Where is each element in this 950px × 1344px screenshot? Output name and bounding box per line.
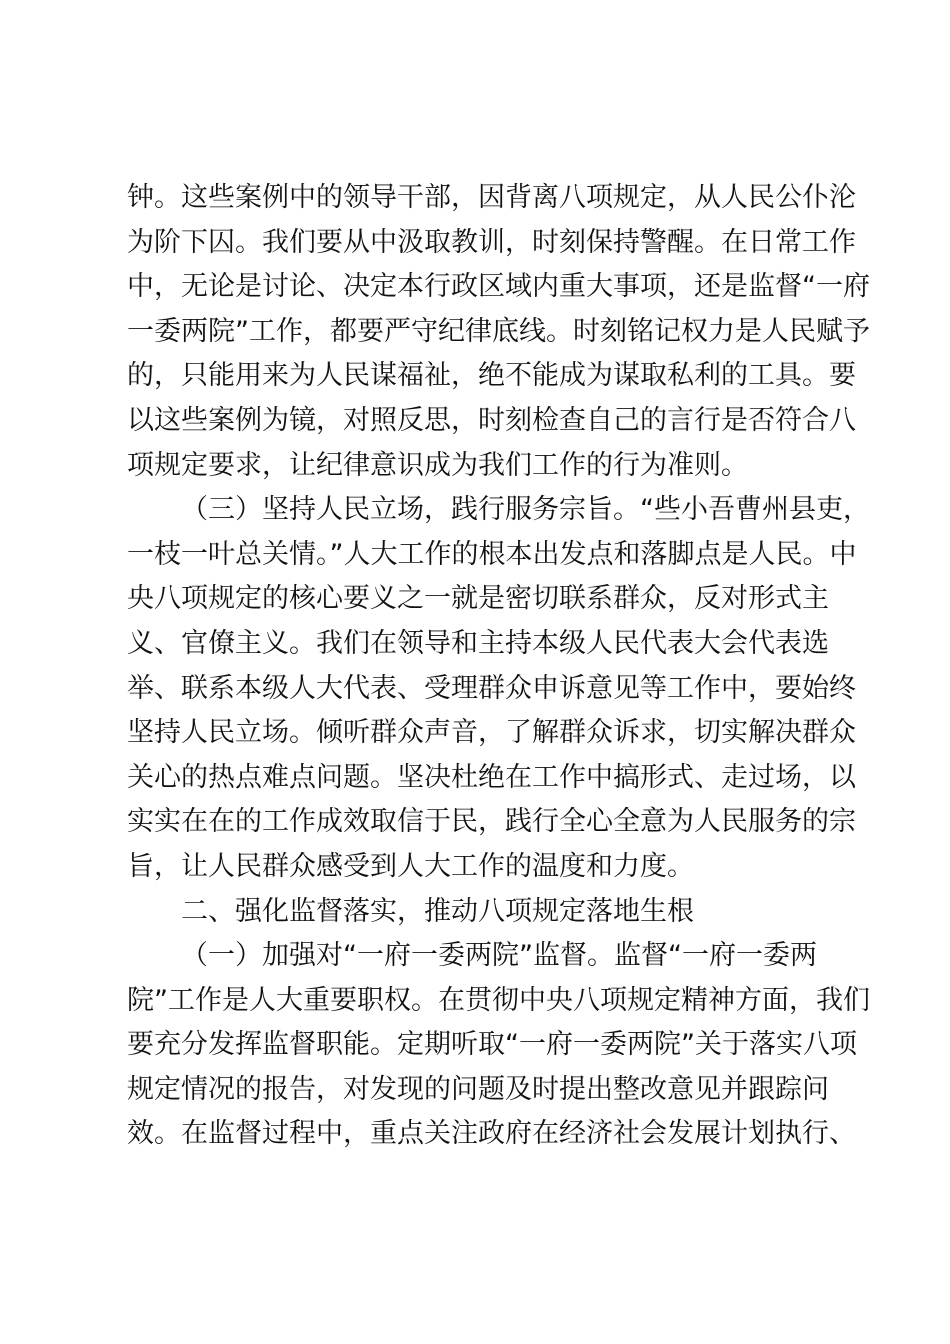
paragraph-start-line: （三）坚持人民立场，践行服务宗旨。“些小吾曹州县吏， <box>181 494 870 526</box>
body-line: 举、联系本级人大代表、受理群众申诉意见等工作中，要始终 <box>127 672 856 704</box>
body-line: 央八项规定的核心要义之一就是密切联系群众，反对形式主 <box>127 583 829 615</box>
body-line: 义、官僚主义。我们在领导和主持本级人民代表大会代表选 <box>127 627 829 659</box>
paragraph-start-line: （一）加强对“一府一委两院”监督。监督“一府一委两 <box>181 940 817 972</box>
body-line: 坚持人民立场。倾听群众声音，了解群众诉求，切实解决群众 <box>127 717 856 749</box>
body-line: 以这些案例为镜，对照反思，时刻检查自己的言行是否符合八 <box>127 404 856 436</box>
section-heading: 二、强化监督落实，推动八项规定落地生根 <box>181 895 694 927</box>
body-line: 院”工作是人大重要职权。在贯彻中央八项规定精神方面，我们 <box>127 984 870 1016</box>
body-line: 为阶下囚。我们要从中汲取教训，时刻保持警醒。在日常工作 <box>127 226 856 258</box>
body-line: 规定情况的报告，对发现的问题及时提出整改意见并跟踪问 <box>127 1073 829 1105</box>
body-line: 关心的热点难点问题。坚决杜绝在工作中搞形式、走过场，以 <box>127 761 856 793</box>
body-line: 实实在在的工作成效取信于民，践行全心全意为人民服务的宗 <box>127 806 856 838</box>
body-line: 要充分发挥监督职能。定期听取“一府一委两院”关于落实八项 <box>127 1029 857 1061</box>
document-body <box>127 176 870 1157</box>
body-line: 一委两院”工作，都要严守纪律底线。时刻铭记权力是人民赋予 <box>127 315 870 347</box>
body-line: 一枝一叶总关情。”人大工作的根本出发点和落脚点是人民。中 <box>127 538 857 570</box>
body-line: 效。在监督过程中，重点关注政府在经济社会发展计划执行、 <box>127 1118 856 1150</box>
body-line: 的，只能用来为人民谋福祉，绝不能成为谋取私利的工具。要 <box>127 360 856 392</box>
body-line: 项规定要求，让纪律意识成为我们工作的行为准则。 <box>127 449 748 481</box>
body-line: 旨，让人民群众感受到人大工作的温度和力度。 <box>127 850 694 882</box>
body-line: 钟。这些案例中的领导干部，因背离八项规定，从人民公仆沦 <box>127 182 856 213</box>
body-line: 中，无论是讨论、决定本行政区域内重大事项，还是监督“一府 <box>127 271 870 303</box>
